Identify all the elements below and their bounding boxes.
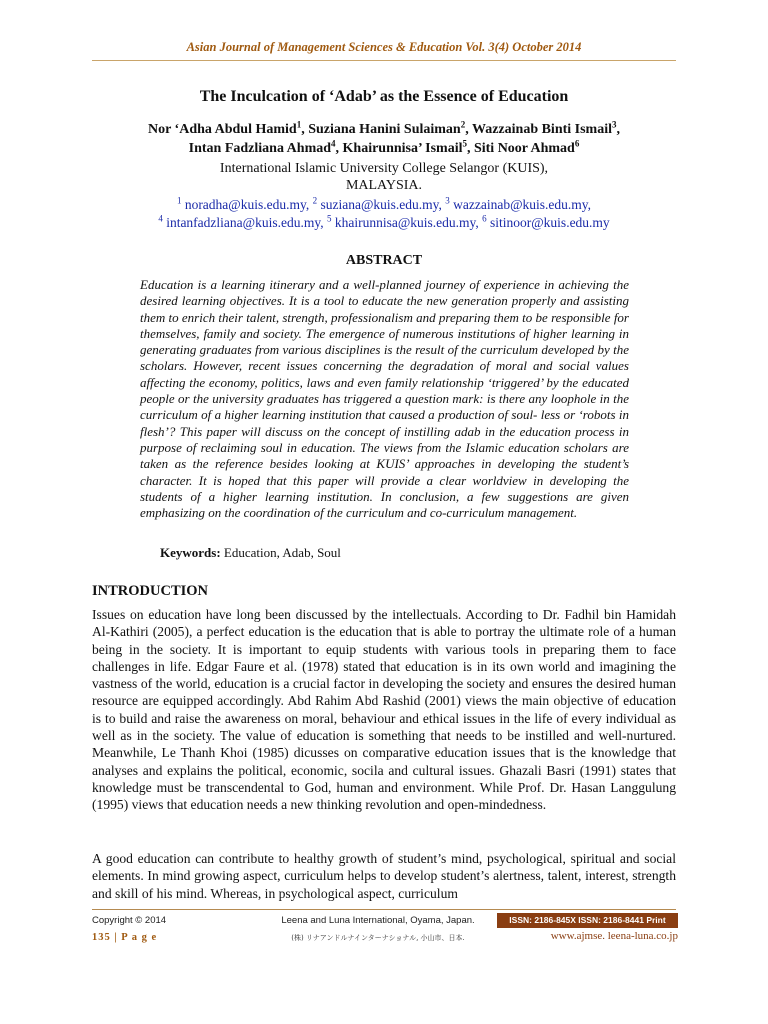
email-link[interactable]: noradha@kuis.edu.my,: [181, 197, 313, 212]
email-marker: 4: [158, 213, 163, 224]
email-marker: 1: [176, 195, 182, 206]
author-name: , Khairunnisa’ Ismail: [335, 141, 463, 156]
keywords-label: Keywords:: [160, 545, 221, 560]
email-link[interactable]: sitinoor@kuis.edu.my: [486, 215, 610, 230]
email-marker: 6: [482, 213, 487, 224]
author-name: , Wazzainab Binti Ismail: [465, 122, 613, 137]
author-line-2: [92, 139, 676, 158]
author-line-1: [92, 120, 676, 139]
footer-copyright: Copyright © 2014: [92, 915, 167, 926]
introduction-heading: INTRODUCTION: [92, 583, 209, 599]
email-marker: 3: [445, 195, 450, 206]
author-list: [92, 120, 676, 158]
journal-website-link[interactable]: www.ajmse. leena-luna.co.jp: [550, 930, 678, 942]
abstract-heading: ABSTRACT: [345, 253, 423, 268]
author-affiliation-marker: 4: [331, 138, 336, 149]
author-affiliation-marker: 3: [612, 119, 617, 130]
email-link[interactable]: intanfadzliana@kuis.edu.my,: [162, 215, 327, 230]
affiliation: [92, 160, 676, 194]
author-name: ,: [616, 122, 621, 137]
author-name: Nor ‘Adha Abdul Hamid: [147, 122, 297, 137]
email-marker: 5: [326, 213, 332, 224]
affiliation-line-1: International Islamic University College Selangor (KUIS),: [219, 161, 549, 176]
author-affiliation-marker: 6: [574, 138, 580, 149]
footer-publisher-japanese: (株) リナアンドルナインターナショナル, 小山市、日本.: [291, 934, 465, 942]
keywords-value: Education, Adab, Soul: [223, 545, 341, 560]
page-number: 135 | P a g e: [92, 932, 158, 943]
footer-publisher: Leena and Luna International, Oyama, Japan.: [281, 915, 475, 926]
keywords: [160, 545, 630, 561]
author-affiliation-marker: 2: [460, 119, 466, 130]
email-link[interactable]: suziana@kuis.edu.my,: [317, 197, 446, 212]
author-affiliation-marker: 1: [296, 119, 302, 130]
email-line-2: [92, 214, 676, 232]
header-divider: [92, 60, 676, 61]
email-link[interactable]: khairunnisa@kuis.edu.my,: [331, 215, 483, 230]
author-name: , Siti Noor Ahmad: [466, 141, 575, 156]
email-line-1: [92, 196, 676, 214]
footer-divider: [92, 909, 676, 910]
introduction-paragraph-2: A good education can contribute to healthy growth of student’s mind, psychological, spiritual and social elements. In mind growing aspect, curriculum helps to develop student’s alertness, talent, interest, strength and skill of his mind. Whereas, in psychological aspect, curriculum: [92, 851, 676, 901]
introduction-paragraph-1: Issues on education have long been discussed by the intellectuals. According to Dr. Fadhil bin Hamidah Al-Kathiri (2005), a perfect education is the education that is able to portray the ultimate role of a human being in the society. It is important to equip students with various tools in preparing them to face challenges in life. Edgar Faure et al. (1978) stated that education is in its own world and imagining the vastness of the world, education is a crucial factor in developing the society and ensures the desired human resource are equipped accordingly. Abd Rahim Abd Rashid (2001) views the main objective of education is to build and raise the awareness on moral, behaviour and ethical issues in the life of every individual as well as in the society. The value of education is something that needs to be instilled and well-nurtured. Meanwhile, Le Thanh Khoi (1985) dicusses on comparative education issues that is the knowledge that analyses and explains the political, economic, socila and cultural issues. Ghazali Basri (1991) states that knowledge must be transcendental to God, human and environment. While Prof. Dr. Hasan Langgulung (1995) views that education needs a new thinking revolution and open-mindedness.: [92, 607, 676, 813]
issn-badge: ISSN: 2186-845X ISSN: 2186-8441 Print: [497, 913, 678, 928]
paper-title: The Inculcation of ‘Adab’ as the Essence of Education: [199, 88, 569, 105]
email-link[interactable]: wazzainab@kuis.edu.my,: [449, 197, 592, 212]
email-list: [92, 196, 676, 232]
affiliation-line-2: MALAYSIA.: [345, 178, 423, 193]
email-marker: 2: [312, 195, 318, 206]
author-name: Intan Fadzliana Ahmad: [188, 141, 332, 156]
author-affiliation-marker: 5: [462, 138, 467, 149]
journal-header: Asian Journal of Management Sciences & Education Vol. 3(4) October 2014: [186, 40, 582, 54]
abstract-text: Education is a learning itinerary and a well-planned journey of experience in achieving the desired learning objectives. It is a tool to educate the new generation properly and assisting them to enrich their talent, strength, professionalism and preparing them to be responsible for themselves, family and society. The emergence of numerous institutions of higher learning in generating graduates from various disciplines is the result of the curriculum developed by the scholars. However, recent issues concerning the degradation of moral and social values affecting the economy, politics, laws and even family relationship ‘triggered’ by the educated people or the university graduates has triggered a question mark: is there any loophole in the curriculum of a higher learning institution that caused a production of soul- less or ‘robots in flesh’? This paper will discuss on the concept of instilling adab in the education process in purpose of reclaiming soul in education. The views from the Islamic education scholars are taken as the reference besides looking at KUIS’ approaches in developing the student’s character. It is hoped that this paper will provide a clear worldview in developing the students of a higher learning institution. In conclusion, a few suggestions are given emphasizing on the coordination of the curriculum and co-curriculum management.: [140, 277, 629, 521]
author-name: , Suziana Hanini Sulaiman: [301, 122, 461, 137]
